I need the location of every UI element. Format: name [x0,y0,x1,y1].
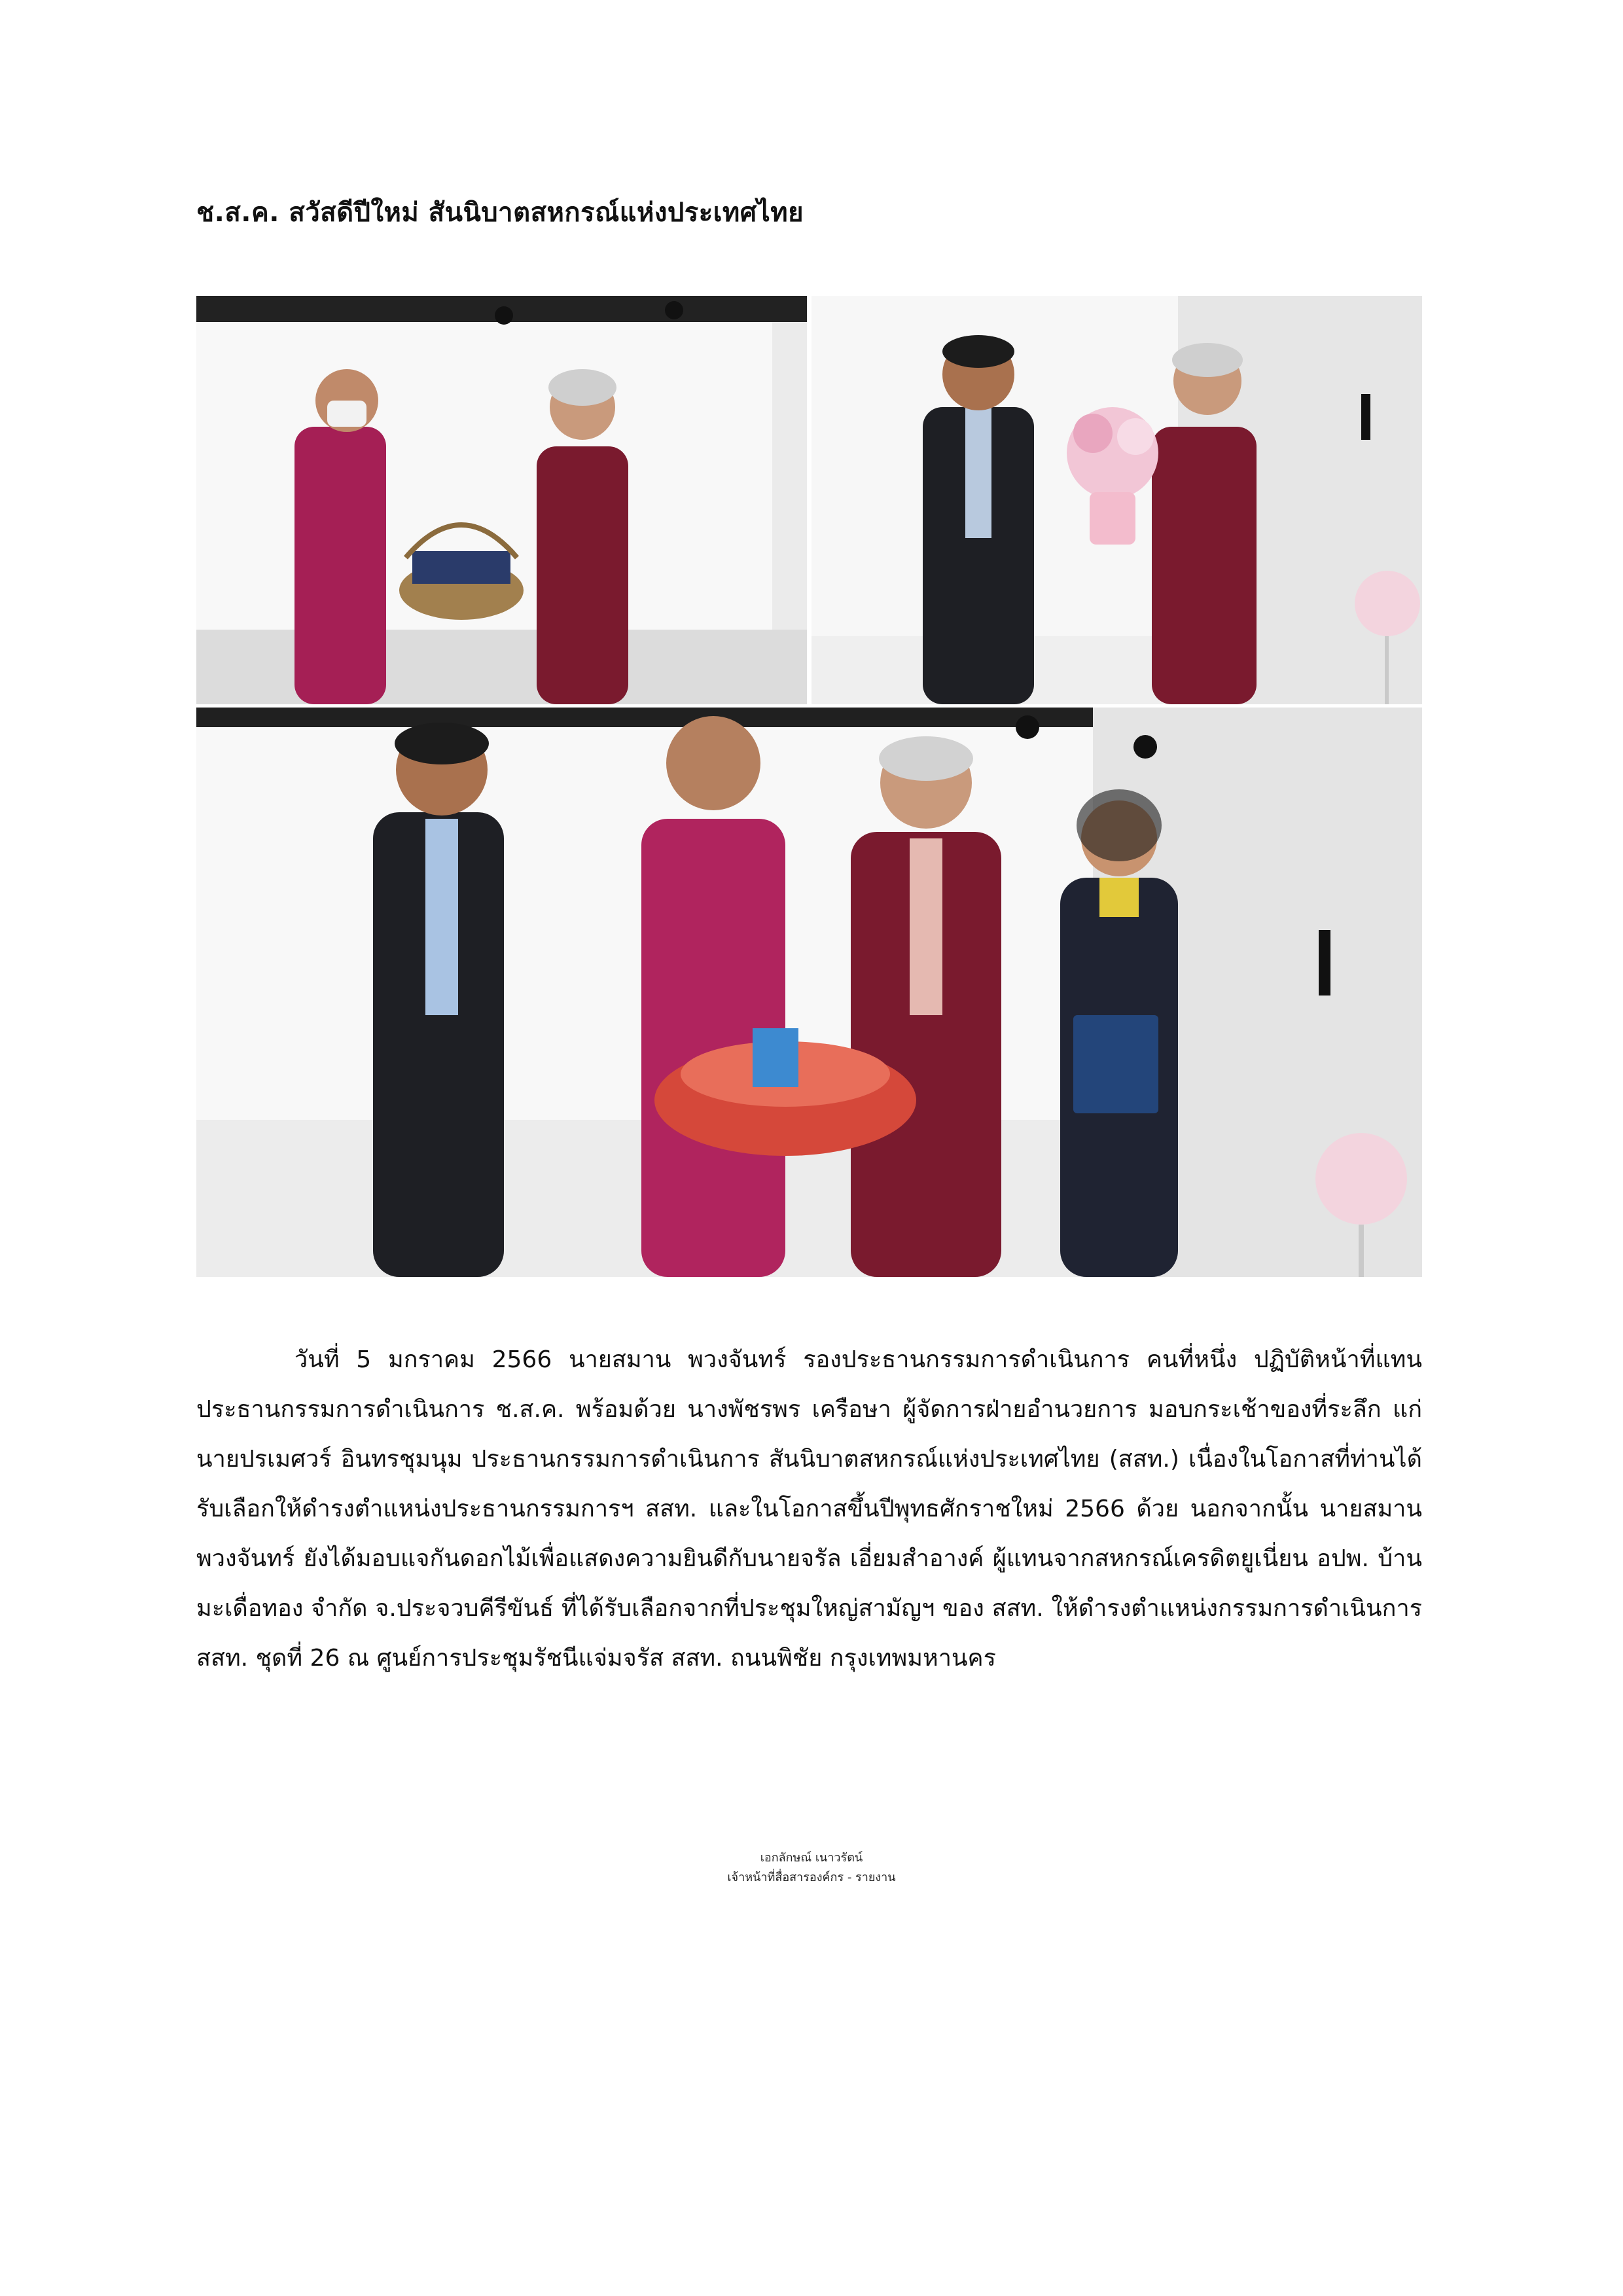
photo-flower-vase [812,296,1422,704]
page-title: ช.ส.ค. สวัสดีปีใหม่ สันนิบาตสหกรณ์แห่งประเทศไทย [196,198,804,228]
photo-basket-handover [196,296,807,704]
photo-group [196,708,1422,1277]
article-body: วันที่ 5 มกราคม 2566 นายสมาน พวงจันทร์ รองประธานกรรมการดำเนินการ คนที่หนึ่ง ปฏิบัติหน้าที่แทนประธานกรรมการดำเนินการ ช.ส.ค. พร้อมด้วย นางพัชรพร เครือษา ผู้จัดการฝ่ายอำนวยการ มอบกระเช้าของที่ระลึก แก่นายปรเมศวร์ อินทรชุมนุม ประธานกรรมการดำเนินการ สันนิบาตสหกรณ์แห่งประเทศไทย (สสท.) เนื่องในโอกาสที่ท่านได้รับเลือกให้ดำรงตำแหน่งประธานกรรมการฯ สสท. และในโอกาสขึ้นปีพุทธศักราชใหม่ 2566 ด้วย นอกจากนั้น นายสมาน พวงจันทร์ ยังได้มอบแจกันดอกไม้เพื่อแสดงความยินดีกับนายจรัล เอี่ยมสำอางค์ ผู้แทนจากสหกรณ์เครดิตยูเนี่ยน อปพ. บ้านมะเดื่อทอง จำกัด จ.ประจวบคีรีขันธ์ ที่ได้รับเลือกจากที่ประชุมใหญ่สามัญฯ ของ สสท. ให้ดำรงตำแหน่งกรรมการดำเนินการ สสท. ชุดที่ 26 ณ ศูนย์การประชุมรัชนีแจ่มจรัส สสท. ถนนพิชัย กรุงเทพมหานคร [196,1346,1422,1672]
author-role: เจ้าหน้าที่สื่อสารองค์กร - รายงาน [727,1871,896,1884]
author-name: เอกลักษณ์ เนาวรัตน์ [760,1851,863,1865]
credits [0,1848,1623,1888]
